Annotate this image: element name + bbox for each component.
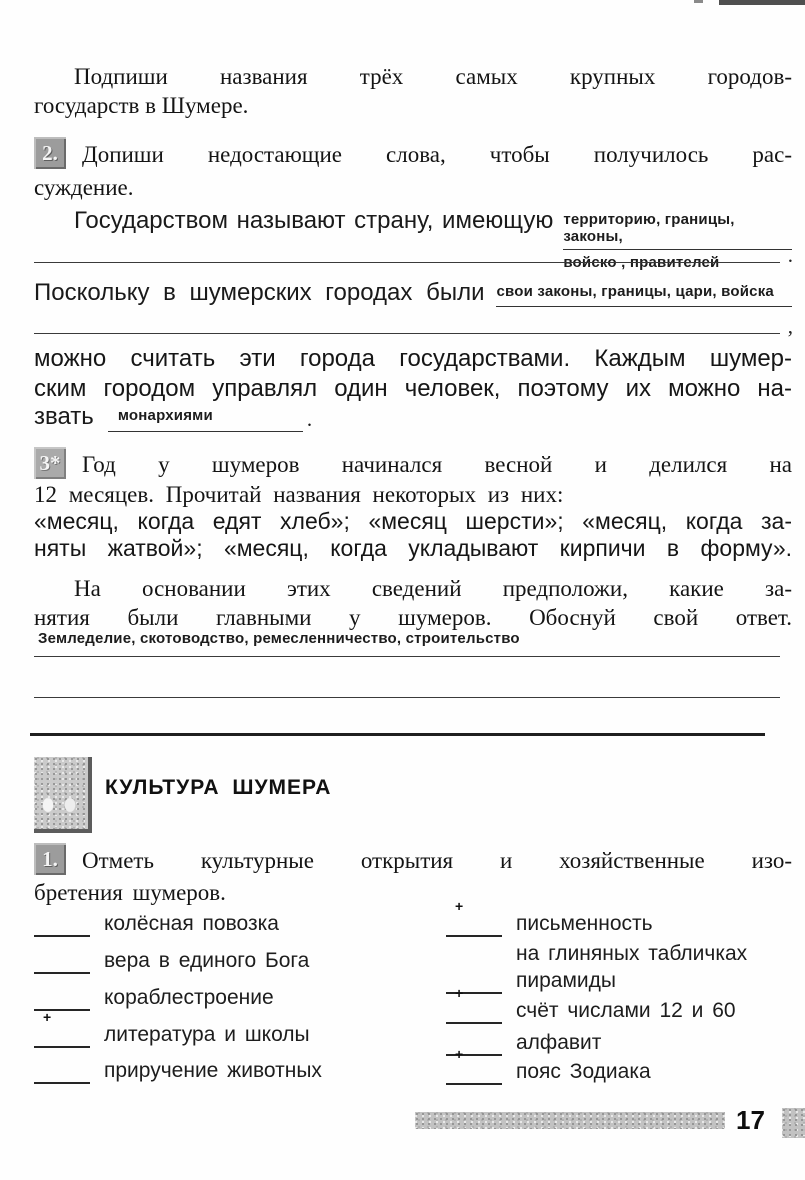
task3-answer-text: Земледелие, скотоводство, ремесленничество, строительство — [38, 630, 520, 647]
months-line-1: «месяц, когда едят хлеб»; «месяц шерсти»; «месяц, когда за- — [34, 508, 792, 534]
fill2-sentence: Поскольку в шумерских городах были — [34, 279, 485, 306]
check-label: кораблестроение — [104, 986, 274, 1009]
answer-rule-1[interactable] — [34, 242, 793, 267]
check-item-counting — [446, 985, 736, 1024]
section-illustration — [34, 757, 92, 833]
check-item-literature — [34, 1009, 310, 1048]
rule1-punct: . — [787, 243, 793, 267]
task2-paragraph — [34, 344, 792, 404]
scan-strip-top — [719, 0, 805, 5]
task2-line-1: Допиши недостающие слова, чтобы получилось рас- — [82, 142, 792, 167]
answer-rule-3[interactable] — [34, 636, 780, 657]
fill-row-3 — [34, 402, 312, 432]
answer-slot[interactable] — [446, 1046, 502, 1085]
plus-mark: + — [455, 1046, 464, 1062]
check-label: приручение животных — [104, 1059, 322, 1082]
check-label: пирамиды — [516, 969, 616, 992]
check-item-alphabet — [446, 1029, 601, 1056]
footer-scan-block — [782, 1108, 805, 1138]
check-label: колёсная повозка — [104, 912, 279, 935]
check-label: вера в единого Бога — [104, 949, 310, 972]
check-item-pyramids — [446, 967, 616, 994]
task3-badge: 3* — [34, 447, 66, 479]
answer-slot[interactable] — [446, 898, 502, 937]
check-label: литература и школы — [104, 1023, 310, 1046]
task1-line-1: Отметь культурные открытия и хозяйственные изо- — [82, 848, 792, 873]
fill-row-2 — [34, 278, 792, 308]
task3-line-2: 12 месяцев. Прочитай названия некоторых из них: — [34, 482, 564, 507]
page-number: 17 — [736, 1105, 765, 1135]
answer-rule-4[interactable] — [34, 677, 780, 698]
check-label: пояс Зодиака — [516, 1060, 651, 1083]
question-line-2: нятия были главными у шумеров. Обоснуй свой ответ. — [34, 605, 792, 630]
intro-line-1: Подпиши названия трёх самых крупных городов- — [74, 64, 792, 89]
check-label: счёт числами 12 и 60 — [516, 999, 736, 1022]
task2-badge: 2. — [34, 137, 66, 169]
answer-slot[interactable] — [34, 947, 90, 974]
task3-line-1: Год у шумеров начинался весной и делился на — [82, 452, 792, 477]
check-item-shipbuilding — [34, 984, 274, 1011]
answer-rule-2[interactable] — [34, 313, 793, 338]
check-item-zodiac — [446, 1046, 651, 1085]
answer-slot[interactable] — [34, 910, 90, 937]
scan-dash-top — [694, 0, 703, 3]
check-item-one-god — [34, 947, 309, 974]
section-title: КУЛЬТУРА ШУМЕРА — [105, 776, 332, 799]
fill1-answer-line-2: войско , правителей — [563, 254, 720, 271]
fill3-answer[interactable]: монархиями — [108, 407, 303, 432]
answer-slot[interactable] — [34, 1057, 90, 1084]
months-line-2: няты жатвой»; «месяц, когда укладывают кирпичи в форму». — [34, 535, 792, 561]
fill1-answer-line-1: территорию, границы, законы, — [563, 208, 792, 250]
fill2-answer[interactable]: свои законы, границы, цари, войска — [496, 280, 792, 307]
plus-mark: + — [43, 1009, 52, 1025]
check-item-wheel — [34, 910, 279, 937]
answer-rule-5[interactable] — [30, 713, 765, 736]
task1-line-2: бретения шумеров. — [34, 880, 226, 905]
check-item-domestication — [34, 1057, 322, 1084]
rule2-punct: , — [787, 314, 793, 338]
check-item-writing — [446, 898, 653, 937]
task1-badge: 1. — [34, 843, 66, 875]
intro-line-2: государств в Шумере. — [34, 93, 249, 118]
fill3-prefix: звать — [34, 403, 94, 430]
task3-question — [34, 574, 792, 632]
task2-para-line-2: ским городом управлял один человек, поэтому их можно на- — [34, 375, 792, 402]
plus-mark: + — [455, 985, 464, 1001]
intro-paragraph — [34, 62, 792, 120]
check-label: алфавит — [516, 1031, 602, 1054]
task2-line-2: суждение. — [34, 175, 134, 200]
check-label: письменность — [516, 912, 653, 935]
footer-scan-strip — [415, 1112, 725, 1129]
question-line-1: На основании этих сведений предположи, какие за- — [74, 576, 792, 601]
fill1-sentence: Государством называют страну, имеющую — [74, 207, 554, 234]
task2-para-line-1: можно считать эти города государствами. Каждым шумер- — [34, 345, 792, 372]
plus-mark: + — [455, 898, 464, 914]
fill3-punct: . — [306, 407, 313, 431]
answer-slot[interactable] — [34, 1009, 90, 1048]
answer-slot[interactable] — [446, 985, 502, 1024]
check-label-writing-line2: на глиняных табличках — [516, 942, 748, 965]
task3-months — [34, 508, 792, 562]
answer-slot[interactable] — [34, 984, 90, 1011]
